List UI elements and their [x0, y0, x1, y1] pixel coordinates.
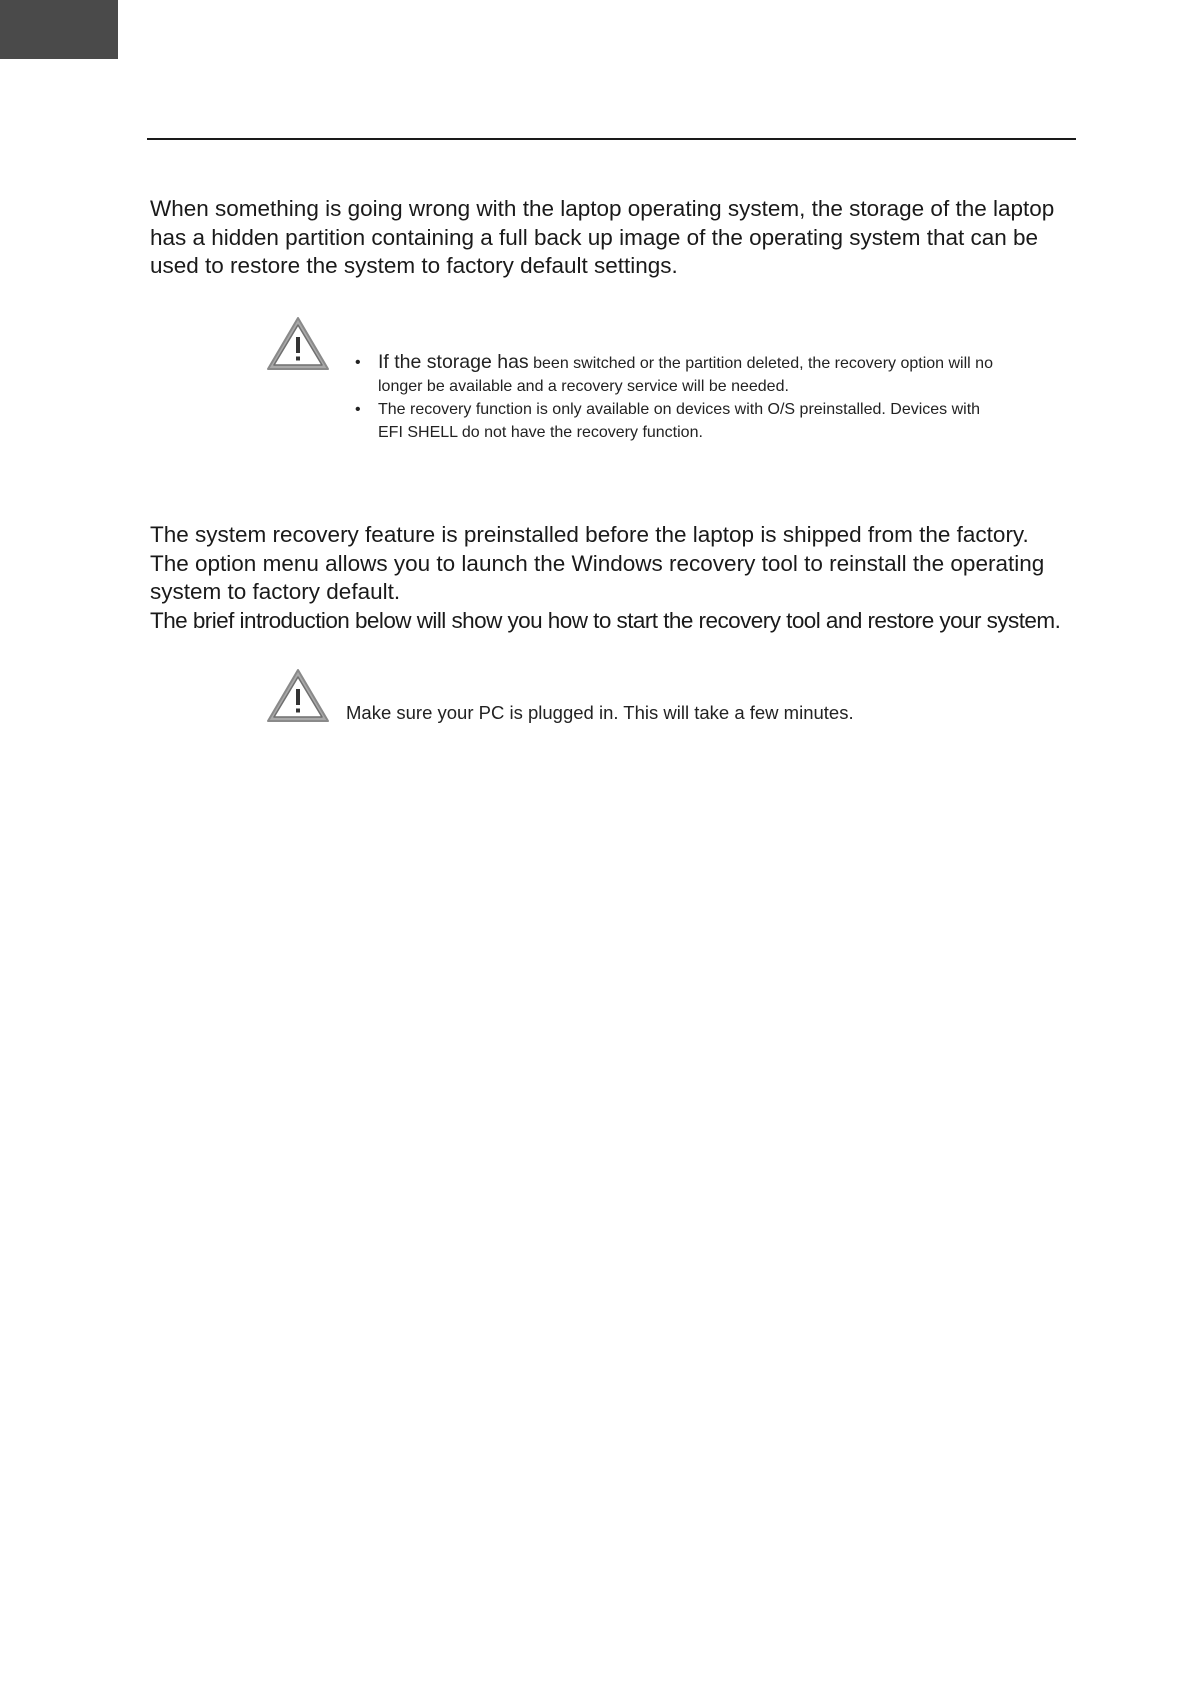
warning-triangle-icon [265, 667, 331, 725]
intro-paragraph [150, 195, 1090, 281]
warning-note-item [352, 398, 1092, 444]
note-text: The recovery function is only available on devices with O/S preinstalled. Devices with [378, 401, 981, 418]
intro-line: has a hidden partition containing a full back up image of the operating system that can be [150, 224, 1039, 250]
corner-tab [0, 0, 118, 59]
feature-line: The brief introduction below will show you how to start the recovery tool and restore your system. [150, 607, 1061, 633]
note-text: EFI SHELL do not have the recovery function. [378, 424, 703, 441]
feature-paragraph [150, 521, 1090, 635]
feature-line: The option menu allows you to launch the Windows recovery tool to reinstall the operating [150, 550, 1045, 576]
intro-line: used to restore the system to factory default settings. [150, 253, 678, 278]
warning-triangle-icon [265, 315, 331, 373]
warning-note-item [352, 351, 1092, 398]
warning-notes-list [352, 351, 1092, 444]
note-lead-text: If the storage has [378, 351, 529, 373]
note-text: longer be available and a recovery service will be needed. [378, 378, 789, 395]
note-text: been switched or the partition deleted, the recovery option will no [528, 355, 993, 372]
feature-line: system to factory default. [150, 579, 401, 604]
feature-line: The system recovery feature is preinstalled before the laptop is shipped from the factory. [150, 522, 1029, 547]
intro-line: When something is going wrong with the laptop operating system, the storage of the laptop [150, 196, 1055, 221]
header-rule [147, 138, 1076, 140]
plug-in-note: Make sure your PC is plugged in. This will take a few minutes. [346, 702, 854, 723]
